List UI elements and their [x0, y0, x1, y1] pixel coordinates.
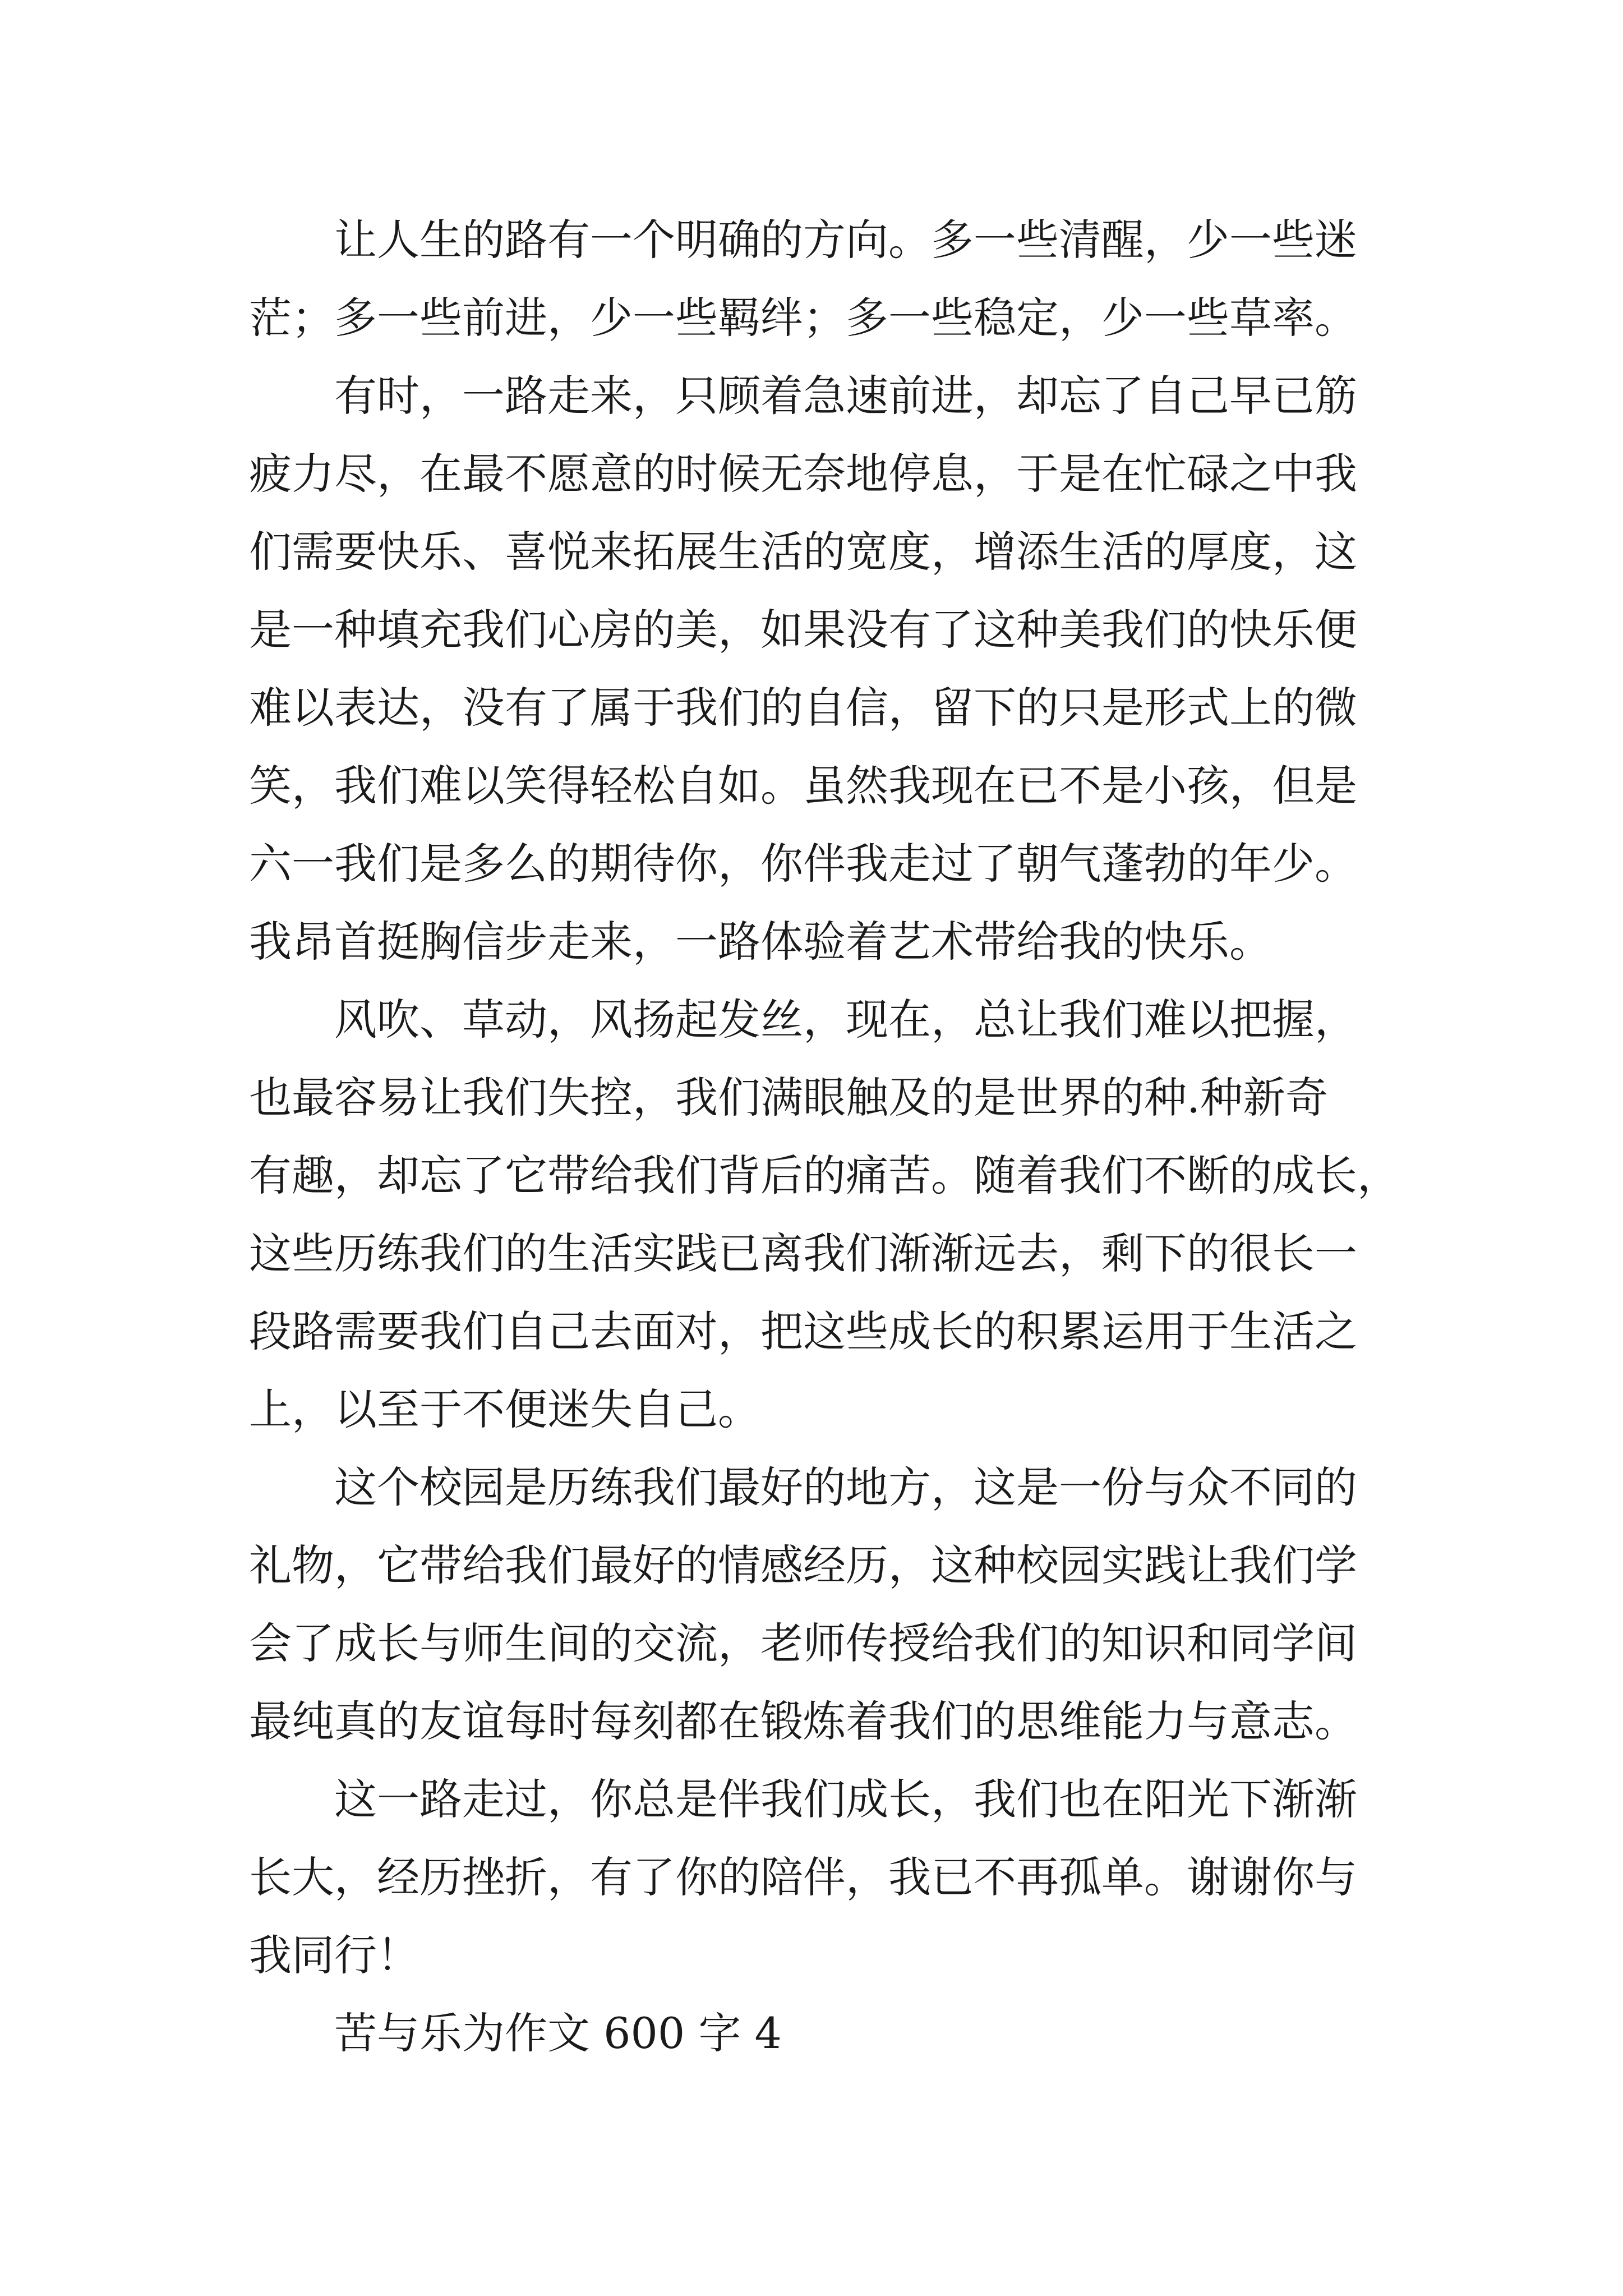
paragraph-3 [249, 981, 1400, 1448]
paragraph-4 [249, 1448, 1376, 1760]
paragraph-line: 有时，一路走来，只顾着急速前进，却忘了自己早已筋 [334, 371, 1357, 421]
paragraph-line: 最纯真的友谊每时每刻都在锻炼着我们的思维能力与意志。 [249, 1696, 1357, 1746]
paragraph-line: 上，以至于不便迷失自己。 [249, 1384, 760, 1434]
paragraph-line: 这个校园是历练我们最好的地方，这是一份与众不同的 [334, 1462, 1357, 1512]
paragraph-5 [249, 1760, 1376, 1994]
paragraph-line: 笑，我们难以笑得轻松自如。虽然我现在已不是小孩，但是 [249, 761, 1357, 811]
paragraph-line: 礼物，它带给我们最好的情感经历，这种校园实践让我们学 [249, 1540, 1357, 1590]
paragraph-2 [249, 357, 1376, 981]
paragraph-line: 我昂首挺胸信步走来，一路体验着艺术带给我的快乐。 [249, 917, 1272, 967]
paragraph-line: 疲力尽，在最不愿意的时候无奈地停息，于是在忙碌之中我 [249, 449, 1357, 499]
paragraph-1 [249, 201, 1376, 357]
paragraph-line: 我同行！ [249, 1930, 419, 1980]
paragraph-line: 这一路走过，你总是伴我们成长，我们也在阳光下渐渐 [334, 1774, 1357, 1824]
paragraph-line: 让人生的路有一个明确的方向。多一些清醒，少一些迷 [334, 215, 1357, 265]
paragraph-line: 段路需要我们自己去面对，把这些成长的积累运用于生活之 [249, 1306, 1357, 1356]
paragraph-line: 六一我们是多么的期待你，你伴我走过了朝气蓬勃的年少。 [249, 839, 1357, 889]
paragraph-line: 长大，经历挫折，有了你的陪伴，我已不再孤单。谢谢你与 [249, 1852, 1357, 1902]
paragraph-line: 们需要快乐、喜悦来拓展生活的宽度，增添生活的厚度，这 [249, 527, 1357, 577]
paragraph-line: 有趣，却忘了它带给我们背后的痛苦。随着我们不断的成长， [249, 1151, 1400, 1200]
paragraph-line: 风吹、草动，风扬起发丝，现在，总让我们难以把握， [334, 995, 1357, 1045]
paragraph-line: 是一种填充我们心房的美，如果没有了这种美我们的快乐便 [249, 605, 1357, 655]
paragraph-line: 也最容易让我们失控，我们满眼触及的是世界的种.种新奇 [249, 1073, 1329, 1122]
paragraph-line: 难以表达，没有了属于我们的自信，留下的只是形式上的微 [249, 683, 1357, 733]
paragraph-line: 会了成长与师生间的交流，老师传授给我们的知识和同学间 [249, 1618, 1357, 1668]
section-heading: 苦与乐为作文 600 字 4 [334, 2008, 782, 2058]
paragraph-line: 这些历练我们的生活实践已离我们渐渐远去，剩下的很长一 [249, 1228, 1357, 1278]
paragraph-line: 茫；多一些前进，少一些羁绊；多一些稳定，少一些草率。 [249, 293, 1357, 343]
